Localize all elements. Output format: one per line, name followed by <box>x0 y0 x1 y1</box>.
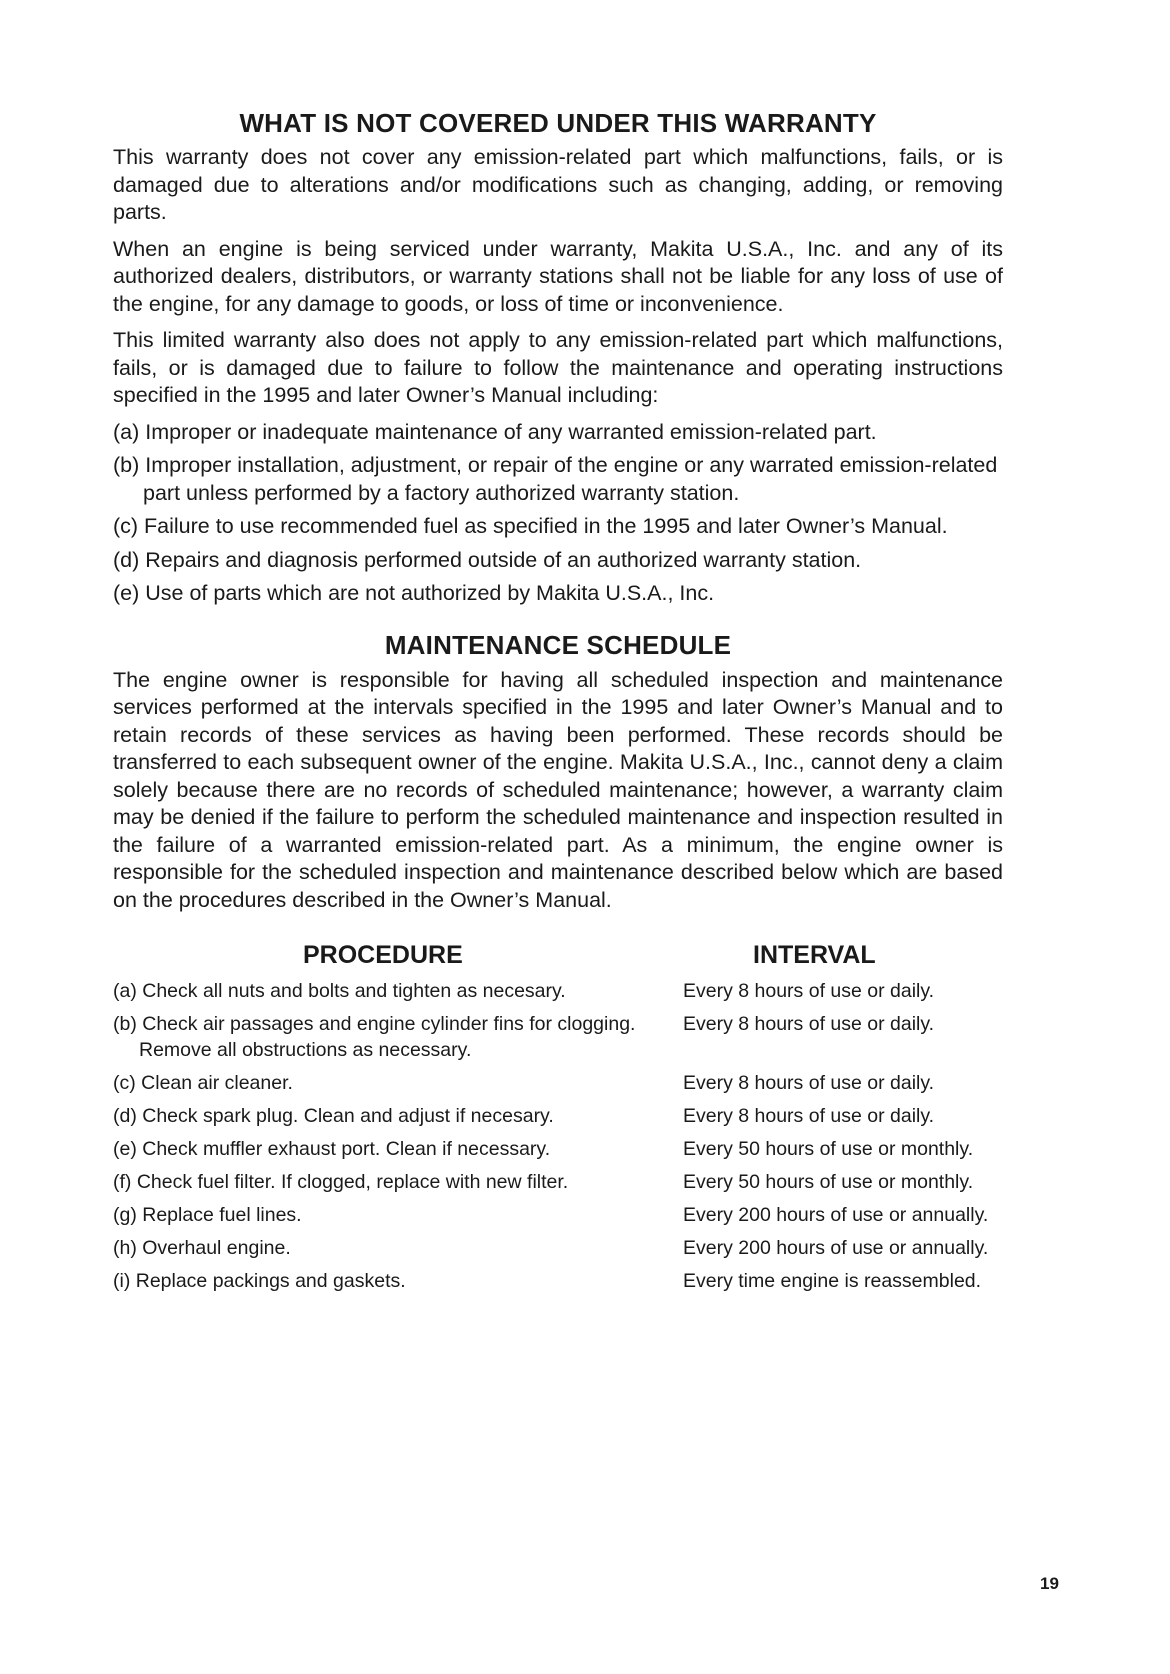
warranty-exclusion-list <box>113 419 1003 608</box>
procedure-cell: (e) Check muffler exhaust port. Clean if necessary. <box>113 1138 551 1160</box>
warranty-exclusion-item: (b) Improper installation, adjustment, or repair of the engine or any warrated emission-related part unless performed by a factory authorized warranty station. <box>113 453 998 505</box>
maintenance-schedule-heading: MAINTENANCE SCHEDULE <box>384 629 732 660</box>
warranty-exclusions-heading: WHAT IS NOT COVERED UNDER THIS WARRANTY <box>239 108 877 138</box>
procedure-cell: (i) Replace packings and gaskets. <box>113 1270 406 1292</box>
schedule-row <box>113 1103 1003 1129</box>
procedure-cell: (b) Check air passages and engine cylinder fins for clogging. Remove all obstructions as necessary. <box>113 1013 636 1061</box>
schedule-row <box>113 1169 1003 1195</box>
procedure-cell: (c) Clean air cleaner. <box>113 1072 293 1094</box>
page-number: 19 <box>1040 1574 1059 1593</box>
schedule-row <box>113 1202 1003 1228</box>
interval-cell: Every 200 hours of use or annually. <box>683 1204 989 1226</box>
warranty-paragraph: When an engine is being serviced under warranty, Makita U.S.A., Inc. and any of its authorized dealers, distributors, or warranty stations shall not be liable for any loss of use of the engine, for any damage to goods, or loss of time or inconvenience. <box>113 236 1003 316</box>
schedule-row <box>113 1070 1003 1096</box>
procedure-cell: (g) Replace fuel lines. <box>113 1204 302 1226</box>
procedure-cell: (f) Check fuel filter. If clogged, replace with new filter. <box>113 1171 569 1193</box>
schedule-row <box>113 1268 1003 1294</box>
warranty-exclusion-item: (a) Improper or inadequate maintenance of any warranted emission-related part. <box>113 419 877 444</box>
procedure-cell: (d) Check spark plug. Clean and adjust if necesary. <box>113 1105 554 1127</box>
interval-cell: Every 8 hours of use or daily. <box>683 980 935 1002</box>
interval-column-header: INTERVAL <box>753 941 876 969</box>
procedure-cell: (a) Check all nuts and bolts and tighten as necesary. <box>113 980 566 1002</box>
interval-cell: Every 200 hours of use or annually. <box>683 1237 989 1259</box>
page-content <box>113 108 1003 1301</box>
schedule-row <box>113 1136 1003 1162</box>
schedule-row <box>113 978 1003 1004</box>
warranty-exclusion-item: (d) Repairs and diagnosis performed outside of an authorized warranty station. <box>113 547 862 572</box>
interval-cell: Every 8 hours of use or daily. <box>683 1013 935 1035</box>
maintenance-schedule-table <box>113 940 1003 1294</box>
interval-cell: Every time engine is reassembled. <box>683 1270 982 1292</box>
interval-cell: Every 8 hours of use or daily. <box>683 1072 935 1094</box>
warranty-paragraph: This limited warranty also does not apply to any emission-related part which malfunctions, fails, or is damaged due to failure to follow the maintenance and operating instructions specified in the 1995 and later Owner’s Manual including: <box>113 328 1003 407</box>
warranty-exclusion-item: (c) Failure to use recommended fuel as specified in the 1995 and later Owner’s Manual. <box>113 514 948 538</box>
interval-cell: Every 8 hours of use or daily. <box>683 1105 935 1127</box>
interval-cell: Every 50 hours of use or monthly. <box>683 1171 974 1193</box>
procedure-cell: (h) Overhaul engine. <box>113 1237 291 1259</box>
maintenance-paragraph: The engine owner is responsible for having all scheduled inspection and maintenance services performed at the intervals specified in the 1995 and later Owner’s Manual and to retain records of these services as having been performed. These records should be transferred to each subsequent owner of the engine. Makita U.S.A., Inc., cannot deny a claim solely because there are no records of scheduled maintenance; however, a warranty claim may be denied if the failure to perform the scheduled maintenance and inspection resulted in the failure of a warranted emission-related part. As a minimum, the engine owner is responsible for the scheduled inspection and maintenance described below which are based on the procedures described in the Owner’s Manual. <box>113 667 1003 912</box>
schedule-row <box>113 1235 1003 1261</box>
warranty-exclusion-item: (e) Use of parts which are not authorized by Makita U.S.A., Inc. <box>113 581 715 605</box>
procedure-column-header: PROCEDURE <box>303 941 463 969</box>
schedule-header-row <box>113 940 1003 974</box>
interval-cell: Every 50 hours of use or monthly. <box>683 1138 974 1160</box>
warranty-paragraph: This warranty does not cover any emission-related part which malfunctions, fails, or is damaged due to alterations and/or modifications such as changing, adding, or removing parts. <box>113 145 1003 224</box>
schedule-row <box>113 1011 1003 1063</box>
